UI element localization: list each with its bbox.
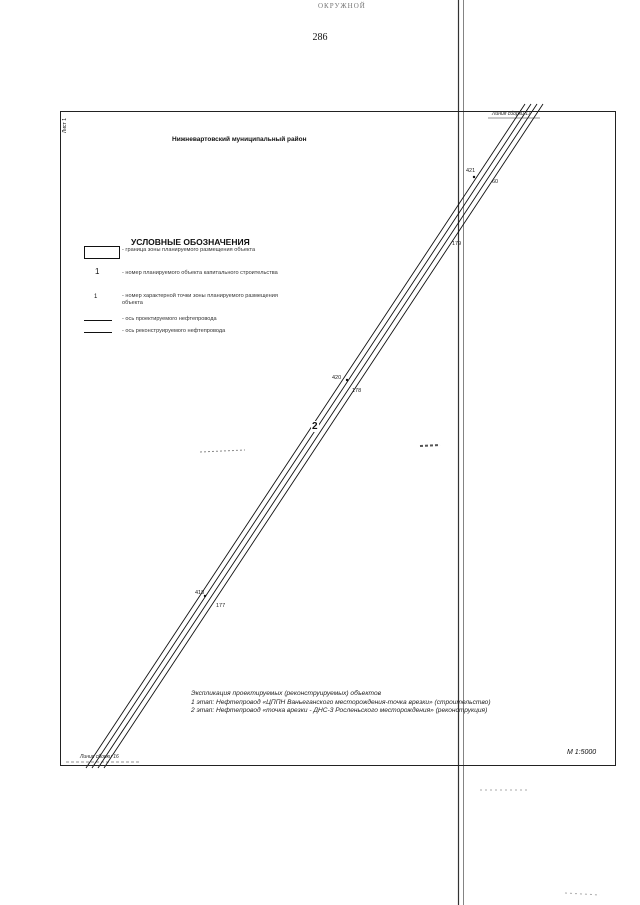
page-number: 286 [312, 32, 328, 43]
legend-title: УСЛОВНЫЕ ОБОЗНАЧЕНИЯ [131, 237, 250, 247]
point-label: 60 [492, 179, 499, 185]
point-label: 177 [216, 603, 226, 609]
segment-number: 2 [312, 421, 318, 432]
point-label: 178 [352, 388, 362, 394]
sheet-label-bottom: Линия сборки 16 [80, 754, 119, 760]
legend-designed-line-symbol [84, 320, 112, 321]
map-frame [60, 111, 616, 766]
point-label: 418 [195, 590, 205, 596]
explication-line-1: 1 этап: Нефтепровод «ЦППН Ваньеганского месторождения-точка врезки» (строительство) [191, 698, 491, 706]
legend-item-point: - номер характерной точки зоны планируемого размещения объекта [122, 293, 278, 306]
scan-noise [565, 893, 600, 895]
legend-reconstructed-line-symbol [84, 332, 112, 333]
point-label: 421 [466, 168, 476, 174]
explication [191, 690, 491, 716]
legend-point-number-symbol: 1 [94, 294, 98, 300]
legend-item-zone: - граница зоны планируемого размещения объекта [122, 247, 256, 253]
top-scribble: ОКРУЖНОЙ [318, 2, 366, 10]
sheet-label-top: Линия сборки 17 [492, 111, 531, 117]
legend-item-designed: - ось проектируемого нефтепровода [122, 316, 217, 322]
point-label: 420 [332, 375, 342, 381]
scale-label: М 1:5000 [567, 749, 597, 756]
point-label: 179 [452, 241, 462, 247]
legend-item-object: - номер планируемого объекта капитального строительства [122, 270, 278, 276]
region-title: Нижневартовский муниципальный район [172, 136, 307, 143]
legend-object-number-symbol: 1 [95, 267, 100, 276]
legend-item-reconstructed: - ось реконструируемого нефтепровода [122, 328, 226, 334]
north-label: Лист 1 [62, 118, 68, 134]
explication-line-2: 2 этап: Нефтепровод «точка врезки - ДНС-3 Росленьского месторождения» (реконструкция) [191, 707, 488, 715]
legend-zone-symbol [84, 246, 120, 259]
explication-title: Экспликация проектируемых (реконструируемых) объектов [191, 690, 382, 697]
